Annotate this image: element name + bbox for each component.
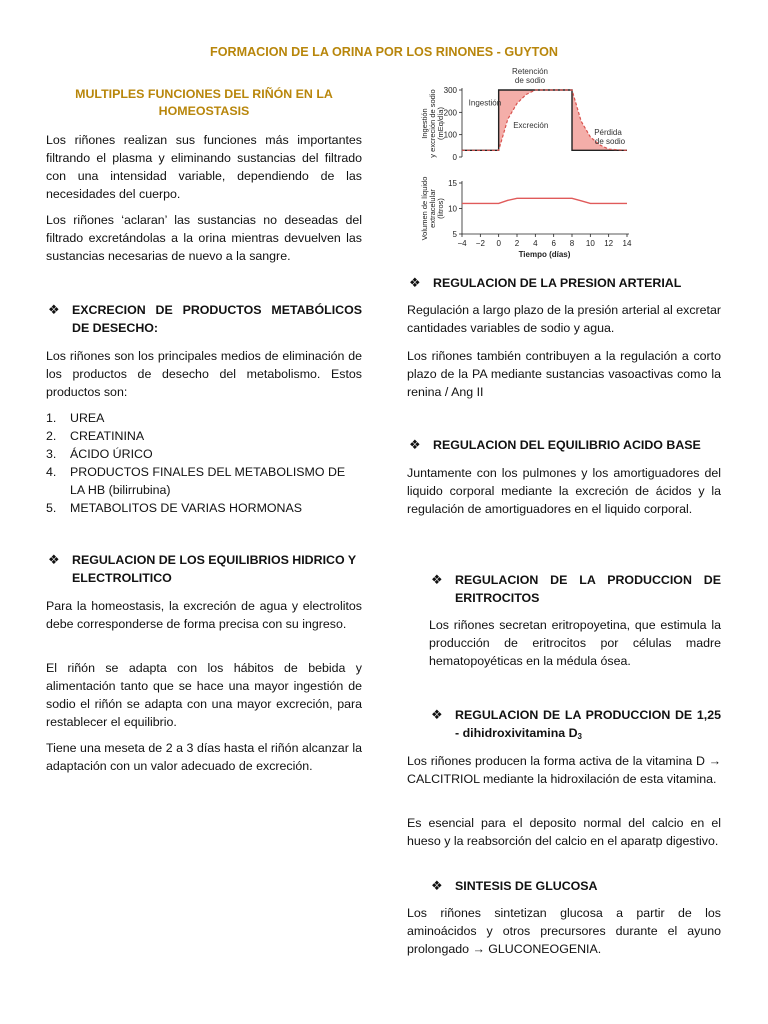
extracellular-volume-plot [420, 177, 632, 259]
list-item [46, 409, 362, 427]
hidrico-heading-text: REGULACION DE LOS EQUILIBRIOS HIDRICO Y ELECTROLITICO [72, 553, 356, 585]
subtitle-line-1: MULTIPLES FUNCIONES DEL RIÑÓN EN LA [75, 87, 333, 101]
y-axis-label-line2: extracelular [428, 189, 437, 228]
y-tick-label: 0 [452, 153, 457, 162]
list-number: 3. [46, 447, 57, 461]
y-tick-label: 5 [452, 230, 457, 239]
y-axis-label: Ingestión [420, 108, 429, 139]
presion-heading-text: REGULACION DE LA PRESION ARTERIAL [433, 276, 682, 290]
list-number: 1. [46, 411, 57, 425]
acido-heading [407, 436, 721, 454]
subtitle-line-2: HOMEOSTASIS [158, 104, 250, 118]
intro-paragraph-2: Los riñones ‘aclaran’ las sustancias no deseadas del filtrado excretándolas a la orina mientras devuelven las sustancias necesarias de nuevo a la sangre. [46, 213, 362, 263]
list-text: ÁCIDO ÚRICO [70, 447, 153, 461]
eritro-heading [429, 571, 721, 607]
x-axis-label: Tiempo (días) [518, 250, 571, 259]
list-number: 4. [46, 465, 57, 479]
list-number: 5. [46, 501, 57, 515]
list-item [46, 499, 362, 517]
y-axis-label-line2: y excreción de sodio [428, 89, 437, 158]
vitd-subscript: 3 [577, 732, 582, 741]
y-axis-label-units: (litros) [436, 198, 445, 219]
annotation-retencion: Retención [511, 67, 549, 76]
series-label-ingestion: Ingestión [468, 98, 502, 108]
eritro-paragraph: Los riñones secretan eritropoyetina, que estimula la producción de eritrocitos por células madre hematopoyéticas en la médula ósea. [429, 618, 721, 668]
x-tick-label: 8 [569, 239, 575, 248]
gluco-heading-text: SINTESIS DE GLUCOSA [455, 879, 598, 893]
gluco-heading [429, 877, 721, 895]
section-subtitle [46, 86, 362, 120]
x-tick-label: 2 [514, 239, 520, 248]
x-tick-label: 6 [551, 239, 556, 248]
sodium-intake-excretion-plot [420, 86, 627, 162]
presion-paragraph-1: Regulación a largo plazo de la presión arterial al excretar cantidades variables de sodio y agua. [407, 303, 721, 335]
presion-paragraph-2: Los riñones también contribuyen a la regulación a corto plazo de la PA mediante sustancias vasoactivas como la renina / Ang II [407, 349, 721, 399]
vitd-heading-text [455, 706, 721, 746]
x-tick-label: −2 [475, 239, 485, 248]
diamond-bullet-icon: ❖ [48, 552, 60, 567]
annotation-perdida-line2: de sodio [594, 137, 626, 146]
x-tick-label: 14 [622, 239, 632, 248]
x-tick-label: −4 [457, 239, 467, 248]
acido-paragraph: Juntamente con los pulmones y los amortiguadores del liquido corporal mediante la excreción de ácidos y la regulación de amortiguadores en el liquido corporal. [407, 466, 721, 516]
x-tick-label: 10 [585, 239, 595, 248]
x-tick-label: 0 [496, 239, 501, 248]
list-text: CREATININA [70, 429, 145, 443]
list-number: 2. [46, 429, 57, 443]
hidrico-heading [46, 551, 362, 587]
vitd-heading-label: REGULACION DE LA PRODUCCION DE 1,25 - dihidroxivitamina D [455, 708, 721, 740]
list-item [46, 445, 362, 463]
sodium-chart [405, 62, 637, 262]
x-tick-label: 12 [604, 239, 614, 248]
diamond-bullet-icon: ❖ [431, 707, 443, 722]
y-tick-label: 200 [443, 108, 457, 118]
diamond-bullet-icon: ❖ [409, 275, 421, 290]
excrecion-paragraph: Los riñones son los principales medios de eliminación de los productos de desecho del metabolismo. Estos productos son: [46, 349, 362, 399]
y-tick-label: 10 [448, 204, 457, 214]
eritro-heading-text: REGULACION DE LA PRODUCCION DE ERITROCITOS [455, 573, 721, 605]
hidrico-paragraph-1: Para la homeostasis, la excreción de agua y electrolitos debe corresponderse de forma precisa con su ingreso. [46, 599, 362, 631]
y-axis-label-units: (mEq/día) [436, 107, 445, 140]
diamond-bullet-icon: ❖ [48, 302, 60, 317]
excrecion-heading [46, 301, 362, 337]
diamond-bullet-icon: ❖ [409, 437, 421, 452]
y-axis-label: Volumen de líquido [420, 176, 429, 241]
diamond-bullet-icon: ❖ [431, 878, 443, 893]
excrecion-heading-text: EXCRECION DE PRODUCTOS METABÓLICOS DE DESECHO: [72, 303, 362, 335]
gluco-paragraph: Los riñones sintetizan glucosa a partir de los aminoácidos y otros precursores durante el ayuno prolongado → GLUCONEOGENIA. [407, 906, 721, 956]
annotation-perdida: Pérdida [594, 128, 622, 137]
presion-heading [407, 274, 721, 292]
hidrico-paragraph-2: El riñón se adapta con los hábitos de bebida y alimentación tanto que se hace una mayor ingestión de sodio el riñón se adapta con una mayor excreción, para restablecer el equilibrio. [46, 661, 362, 729]
page-title: FORMACION DE LA ORINA POR LOS RINONES - GUYTON [210, 45, 558, 59]
products-list [46, 409, 362, 517]
intro-paragraph-1: Los riñones realizan sus funciones más importantes filtrando el plasma y eliminando sustancias del filtrado con una intensidad variable, dependiendo de las necesidades del cuerpo. [46, 133, 362, 201]
list-text: PRODUCTOS FINALES DEL METABOLISMO DE LA HB (bilirrubina) [70, 465, 346, 497]
x-tick-label: 4 [533, 239, 538, 248]
vitd-paragraph-1: Los riñones producen la forma activa de la vitamina D → CALCITRIOL mediante la hidroxilación de esta vitamina. [407, 754, 721, 786]
y-tick-label: 300 [443, 86, 457, 95]
hidrico-paragraph-3: Tiene una meseta de 2 a 3 días hasta el riñón alcanzar la adaptación con un valor adecuado de excreción. [46, 741, 362, 773]
series-label-excrecion: Excreción [513, 120, 549, 130]
series-line-volumen [462, 198, 627, 203]
list-item [46, 463, 362, 499]
acido-heading-text: REGULACION DEL EQUILIBRIO ACIDO BASE [433, 438, 701, 452]
vitd-heading [429, 706, 721, 746]
annotation-retencion-line2: de sodio [514, 76, 546, 85]
y-tick-label: 15 [448, 179, 457, 188]
list-text: UREA [70, 411, 105, 425]
diamond-bullet-icon: ❖ [431, 572, 443, 587]
y-tick-label: 100 [443, 130, 457, 140]
list-text: METABOLITOS DE VARIAS HORMONAS [70, 501, 303, 515]
vitd-paragraph-2: Es esencial para el deposito normal del calcio en el hueso y la reabsorción del calcio en el aparatp digestivo. [407, 816, 721, 848]
list-item [46, 427, 362, 445]
